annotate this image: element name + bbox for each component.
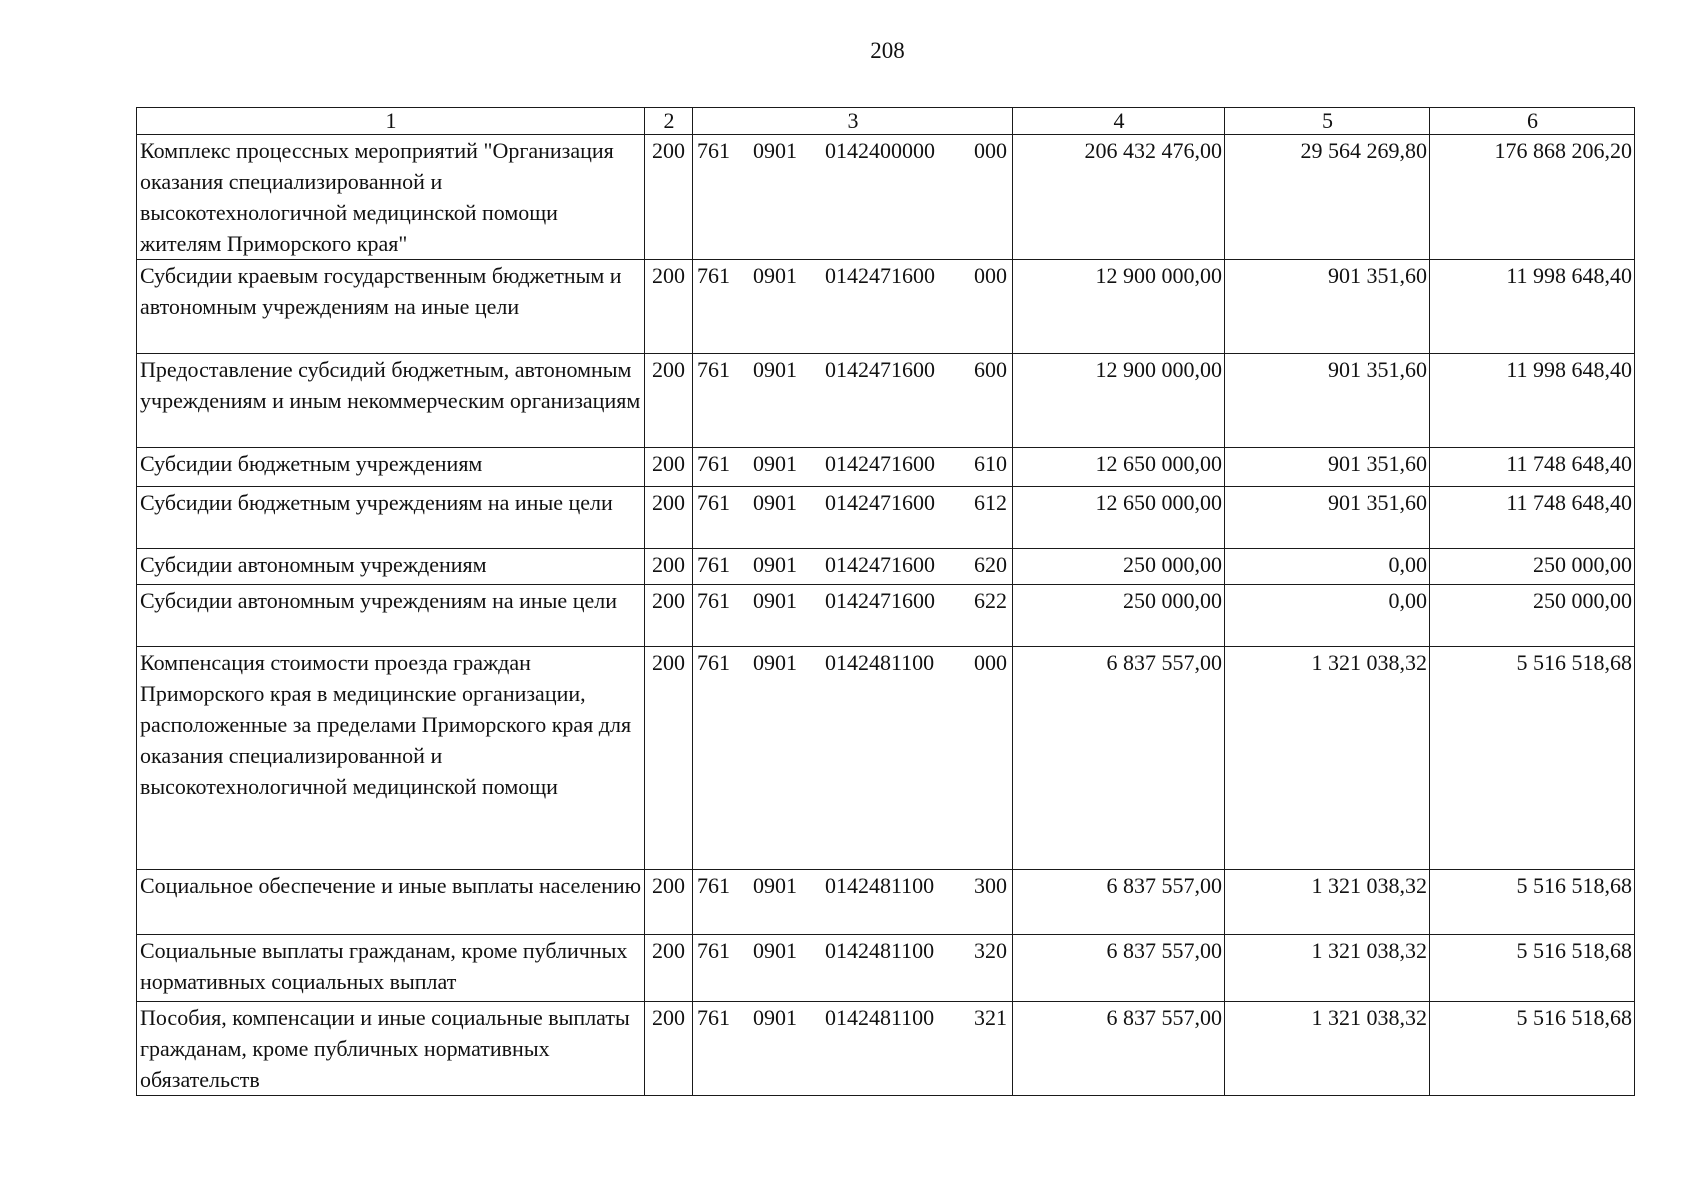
code-section: 0901: [753, 263, 797, 288]
amount-col6: 250 000,00: [1430, 549, 1635, 585]
table-row: [137, 647, 1635, 870]
code-ministry: 761: [697, 552, 730, 577]
code-group: [693, 448, 1013, 487]
code-target-article: 0142481100: [825, 938, 935, 963]
code-ministry: 761: [697, 588, 730, 613]
code-section: 0901: [753, 490, 797, 515]
amount-col5: 901 351,60: [1225, 487, 1430, 549]
item-name: Пособия, компенсации и иные социальные выплаты гражданам, кроме публичных нормативных обязательств: [137, 1002, 645, 1096]
page-number: 208: [870, 38, 905, 63]
amount-col5: 0,00: [1225, 585, 1430, 647]
item-name: Социальное обеспечение и иные выплаты населению: [137, 870, 645, 935]
code-expense-type: 000: [974, 263, 1007, 288]
amount-col4: 12 900 000,00: [1013, 354, 1225, 448]
code-expense-type: 321: [974, 1005, 1007, 1030]
item-name: Комплекс процессных мероприятий "Организация оказания специализированной и высокотехнологичной медицинской помощи жителям Приморского края": [137, 135, 645, 260]
code-group: [693, 935, 1013, 1002]
code-expense-type: 000: [974, 650, 1007, 675]
code-group: [693, 870, 1013, 935]
item-name: Субсидии автономным учреждениям: [137, 549, 645, 585]
amount-col5: 1 321 038,32: [1225, 647, 1430, 870]
budget-table: [136, 107, 1635, 1096]
amount-col4: 6 837 557,00: [1013, 935, 1225, 1002]
code-group: [693, 135, 1013, 260]
amount-col5: 1 321 038,32: [1225, 935, 1430, 1002]
amount-col5: 901 351,60: [1225, 354, 1430, 448]
code-section: 0901: [753, 938, 797, 963]
code-ministry: 761: [697, 451, 730, 476]
column-header: 2: [645, 108, 693, 135]
code-admin: 200: [645, 260, 693, 354]
code-section: 0901: [753, 873, 797, 898]
code-expense-type: 000: [974, 138, 1007, 163]
amount-col6: 176 868 206,20: [1430, 135, 1635, 260]
code-expense-type: 612: [974, 490, 1007, 515]
code-target-article: 0142471600: [825, 588, 935, 613]
item-name: Субсидии бюджетным учреждениям на иные цели: [137, 487, 645, 549]
table-row: [137, 1002, 1635, 1096]
code-ministry: 761: [697, 357, 730, 382]
column-header: 1: [137, 108, 645, 135]
code-group: [693, 549, 1013, 585]
amount-col4: 6 837 557,00: [1013, 1002, 1225, 1096]
amount-col6: 11 998 648,40: [1430, 260, 1635, 354]
code-section: 0901: [753, 138, 797, 163]
amount-col4: 12 650 000,00: [1013, 487, 1225, 549]
code-admin: 200: [645, 448, 693, 487]
amount-col6: 11 998 648,40: [1430, 354, 1635, 448]
column-header: 3: [693, 108, 1013, 135]
code-section: 0901: [753, 650, 797, 675]
amount-col5: 1 321 038,32: [1225, 1002, 1430, 1096]
code-target-article: 0142400000: [825, 138, 935, 163]
amount-col5: 29 564 269,80: [1225, 135, 1430, 260]
item-name: Предоставление субсидий бюджетным, автономным учреждениям и иным некоммерческим организациям: [137, 354, 645, 448]
code-admin: 200: [645, 935, 693, 1002]
code-admin: 200: [645, 870, 693, 935]
code-target-article: 0142481100: [825, 1005, 935, 1030]
code-ministry: 761: [697, 263, 730, 288]
amount-col5: 1 321 038,32: [1225, 870, 1430, 935]
amount-col5: 0,00: [1225, 549, 1430, 585]
table-row: [137, 448, 1635, 487]
item-name: Субсидии краевым государственным бюджетным и автономным учреждениям на иные цели: [137, 260, 645, 354]
code-section: 0901: [753, 357, 797, 382]
code-section: 0901: [753, 552, 797, 577]
code-target-article: 0142471600: [825, 263, 935, 288]
code-expense-type: 620: [974, 552, 1007, 577]
code-ministry: 761: [697, 873, 730, 898]
amount-col4: 12 650 000,00: [1013, 448, 1225, 487]
code-ministry: 761: [697, 650, 730, 675]
column-header: 5: [1225, 108, 1430, 135]
code-ministry: 761: [697, 138, 730, 163]
code-expense-type: 300: [974, 873, 1007, 898]
item-name: Субсидии автономным учреждениям на иные цели: [137, 585, 645, 647]
amount-col6: 11 748 648,40: [1430, 487, 1635, 549]
code-admin: 200: [645, 135, 693, 260]
code-group: [693, 354, 1013, 448]
column-header: 4: [1013, 108, 1225, 135]
code-expense-type: 320: [974, 938, 1007, 963]
table-row: [137, 260, 1635, 354]
amount-col6: 250 000,00: [1430, 585, 1635, 647]
amount-col6: 11 748 648,40: [1430, 448, 1635, 487]
table-row: [137, 585, 1635, 647]
amount-col4: 250 000,00: [1013, 549, 1225, 585]
column-header: 6: [1430, 108, 1635, 135]
code-group: [693, 585, 1013, 647]
code-target-article: 0142471600: [825, 552, 935, 577]
code-admin: 200: [645, 585, 693, 647]
code-section: 0901: [753, 1005, 797, 1030]
amount-col4: 250 000,00: [1013, 585, 1225, 647]
column-number-row: [137, 108, 1635, 135]
code-target-article: 0142481100: [825, 873, 935, 898]
table-row: [137, 549, 1635, 585]
code-target-article: 0142471600: [825, 451, 935, 476]
code-ministry: 761: [697, 490, 730, 515]
table-row: [137, 935, 1635, 1002]
table-row: [137, 870, 1635, 935]
amount-col4: 6 837 557,00: [1013, 870, 1225, 935]
amount-col6: 5 516 518,68: [1430, 1002, 1635, 1096]
code-target-article: 0142471600: [825, 357, 935, 382]
amount-col6: 5 516 518,68: [1430, 647, 1635, 870]
code-group: [693, 1002, 1013, 1096]
code-group: [693, 647, 1013, 870]
code-ministry: 761: [697, 938, 730, 963]
code-ministry: 761: [697, 1005, 730, 1030]
amount-col5: 901 351,60: [1225, 260, 1430, 354]
table-row: [137, 135, 1635, 260]
code-expense-type: 622: [974, 588, 1007, 613]
code-admin: 200: [645, 549, 693, 585]
code-target-article: 0142471600: [825, 490, 935, 515]
amount-col5: 901 351,60: [1225, 448, 1430, 487]
item-name: Субсидии бюджетным учреждениям: [137, 448, 645, 487]
code-group: [693, 487, 1013, 549]
code-target-article: 0142481100: [825, 650, 935, 675]
code-group: [693, 260, 1013, 354]
amount-col4: 206 432 476,00: [1013, 135, 1225, 260]
amount-col6: 5 516 518,68: [1430, 870, 1635, 935]
item-name: Компенсация стоимости проезда граждан Приморского края в медицинские организации, расположенные за пределами Приморского края для оказания специализированной и высокотехнологичной медицинской помощи: [137, 647, 645, 870]
code-admin: 200: [645, 487, 693, 549]
code-admin: 200: [645, 1002, 693, 1096]
amount-col6: 5 516 518,68: [1430, 935, 1635, 1002]
table-row: [137, 487, 1635, 549]
code-section: 0901: [753, 588, 797, 613]
code-admin: 200: [645, 647, 693, 870]
amount-col4: 12 900 000,00: [1013, 260, 1225, 354]
code-expense-type: 610: [974, 451, 1007, 476]
amount-col4: 6 837 557,00: [1013, 647, 1225, 870]
code-admin: 200: [645, 354, 693, 448]
item-name: Социальные выплаты гражданам, кроме публичных нормативных социальных выплат: [137, 935, 645, 1002]
table-row: [137, 354, 1635, 448]
code-section: 0901: [753, 451, 797, 476]
code-expense-type: 600: [974, 357, 1007, 382]
